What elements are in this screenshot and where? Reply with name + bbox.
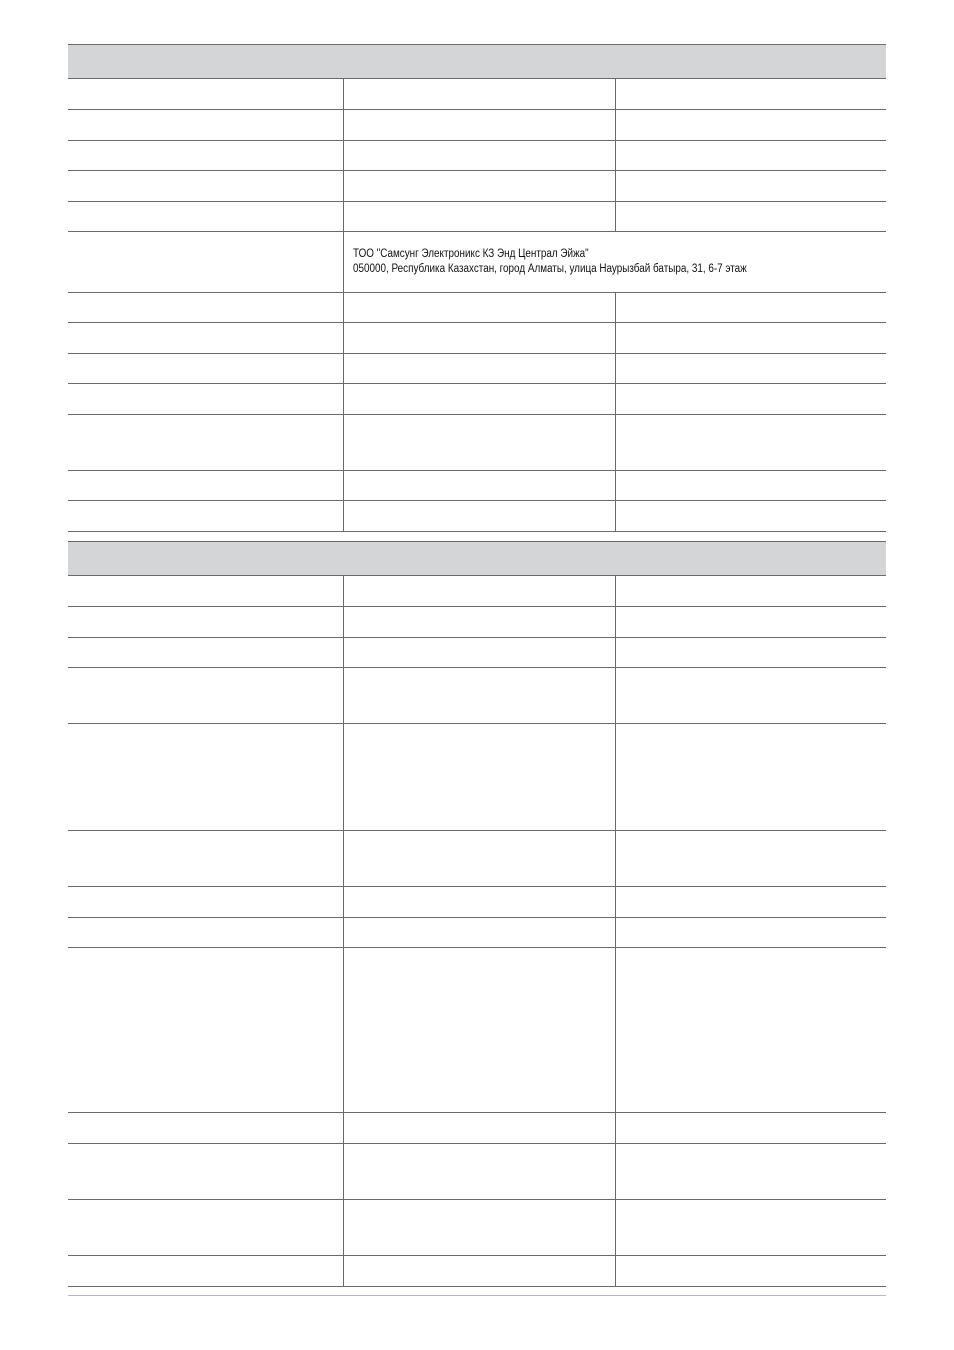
column-divider <box>343 576 344 1286</box>
section-header-2 <box>68 541 886 576</box>
row-divider <box>68 470 886 471</box>
row-divider <box>68 414 886 415</box>
row-divider <box>68 1112 886 1113</box>
row-divider <box>68 947 886 948</box>
footer-rule <box>68 1295 886 1296</box>
column-divider <box>615 576 616 1286</box>
row-divider <box>68 1143 886 1144</box>
merged-cell-company-address: 050000, Республика Казахстан, город Алматы, улица Наурызбай батыра, 31, 6-7 этаж <box>353 263 747 275</box>
column-divider <box>615 79 616 231</box>
row-divider <box>68 500 886 501</box>
row-divider <box>68 606 886 607</box>
row-divider <box>68 1255 886 1256</box>
row-divider <box>68 886 886 887</box>
row-divider <box>68 830 886 831</box>
row-divider <box>68 322 886 323</box>
row-divider <box>68 637 886 638</box>
row-divider <box>68 201 886 202</box>
row-divider <box>68 170 886 171</box>
row-divider <box>68 667 886 668</box>
row-divider <box>68 1286 886 1287</box>
row-divider <box>68 917 886 918</box>
row-divider <box>68 292 886 293</box>
row-divider <box>68 109 886 110</box>
row-divider <box>68 383 886 384</box>
section-header-1 <box>68 44 886 79</box>
row-divider <box>68 231 886 232</box>
row-divider <box>68 723 886 724</box>
merged-cell-company-name: ТОО "Самсунг Электроникс КЗ Энд Централ Эйжа" <box>353 248 589 260</box>
row-divider <box>68 140 886 141</box>
row-divider <box>68 353 886 354</box>
column-divider <box>343 79 344 531</box>
row-divider <box>68 1199 886 1200</box>
column-divider <box>615 292 616 531</box>
row-divider <box>68 531 886 532</box>
